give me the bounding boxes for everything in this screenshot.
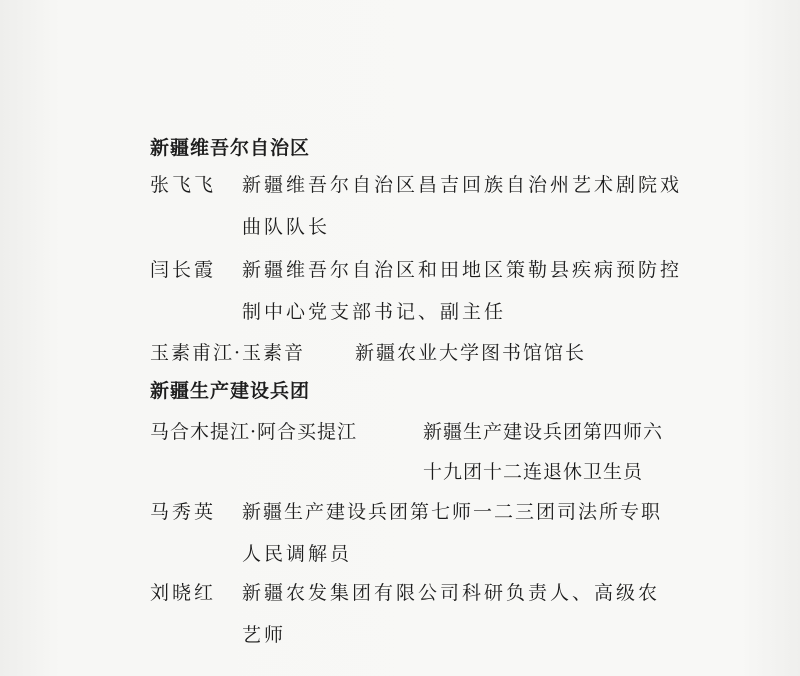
entry-description-cont: 制中心党支部书记、副主任 [242,301,507,323]
entry-description-cont: 曲队队长 [242,216,331,238]
entry-name: 马秀英 [150,501,217,523]
entry-name: 刘晓红 [150,582,217,604]
entry-description: 新疆生产建设兵团第七师一二三团司法所专职 [242,501,663,523]
entry-description-cont: 十九团十二连退休卫生员 [423,461,644,483]
entry-name: 玉素甫江·玉素音 [150,342,306,364]
entry-description: 新疆农发集团有限公司科研负责人、高级农 [242,582,661,604]
entry-description: 新疆维吾尔自治区和田地区策勒县疾病预防控 [242,259,683,281]
entry-description: 新疆农业大学图书馆馆长 [355,342,587,364]
entry-description: 新疆维吾尔自治区昌吉回族自治州艺术剧院戏 [242,174,683,196]
entry-description: 新疆生产建设兵团第四师六 [423,421,664,443]
entry-name: 闫长霞 [150,259,217,281]
entry-description-cont: 艺师 [242,624,287,646]
section-title-xinjiang: 新疆维吾尔自治区 [150,137,311,159]
entry-description-cont: 人民调解员 [242,543,353,565]
entry-name: 马合木提江·阿合买提江 [150,421,358,443]
entry-name: 张飞飞 [150,174,217,196]
section-title-bingtuan: 新疆生产建设兵团 [150,380,311,402]
